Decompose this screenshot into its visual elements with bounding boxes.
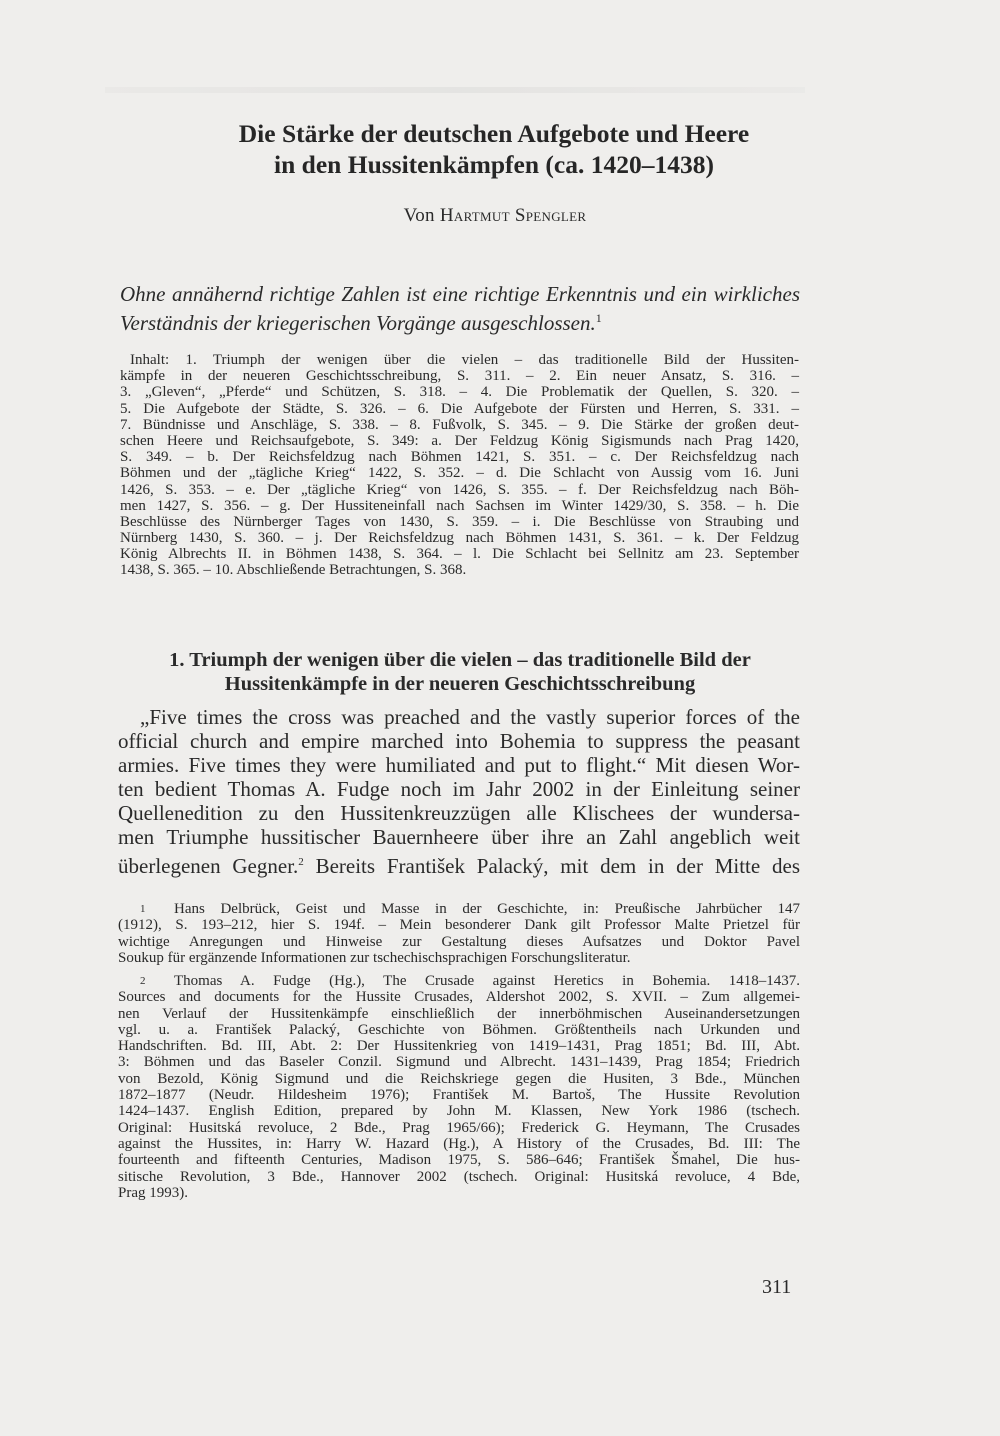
title-line-1: Die Stärke der deutschen Aufgebote und Heere [238, 119, 750, 148]
footnote-line [118, 973, 800, 989]
footnote-1 [118, 901, 800, 966]
footnote-line: (1912), S. 193–212, hier S. 194f. – Mein besonderer Dank gilt Professor Malte Prietzel für [118, 917, 800, 934]
body-text [118, 705, 800, 878]
toc-line: 1426, S. 353. – e. Der „tägliche Krieg“ von 1426, S. 355. – f. Der Reichsfeldzug nach Böh- [120, 481, 799, 498]
toc-line: König Albrechts II. in Böhmen 1438, S. 364. – l. Die Schlacht bei Sellnitz am 23. September [120, 546, 799, 563]
body-line: official church and empire marched into Bohemia to suppress the peasant [118, 729, 800, 754]
toc-line: 3. „Gleven“, „Pferde“ und Schützen, S. 318. – 4. Die Problematik der Quellen, S. 320. – [120, 384, 799, 401]
footnote-text: Hans Delbrück, Geist und Masse in der Geschichte, in: Preußische Jahrbücher 147 [174, 901, 800, 917]
toc-line: Nürnberg 1430, S. 360. – j. Der Reichsfeldzug nach Böhmen 1431, S. 361. – k. Der Feldzug [120, 530, 799, 547]
body-line-7-start: überlegenen Gegner. [118, 853, 299, 878]
footnote-line: nen Verlauf der Hussitenkämpfe einschließlich der innerböhmischen Auseinandersetzungen [118, 1005, 800, 1022]
footnote-line [118, 901, 800, 917]
footnote-line: fourteenth and fifteenth Centuries, Madison 1975, S. 586–646; František Šmahel, Die hus- [118, 1152, 800, 1169]
footnote-line: Sources and documents for the Hussite Crusades, Aldershot 2002, S. XVII. – Zum allgemei- [118, 989, 800, 1006]
body-footnote-ref-2: 2 [298, 855, 304, 868]
footnote-text: Thomas A. Fudge (Hg.), The Crusade against Heretics in Bohemia. 1418–1437. [174, 973, 800, 989]
author-line [110, 205, 880, 227]
title-line-2: in den Hussitenkämpfen (ca. 1420–1438) [274, 150, 714, 179]
footnote-line: sitische Revolution, 3 Bde., Hannover 2002 (tschech. Original: Husitská revoluce, 4 Bde, [118, 1168, 800, 1185]
footnote-line: Handschriften. Bd. III, Abt. 2: Der Hussitenkrieg von 1419–1431, Prag 1851; Bd. III, Abt. [118, 1038, 800, 1055]
footnote-line: Original: Husitská revoluce, 2 Bde., Prag 1965/66); Frederick G. Heymann, The Crusades [118, 1119, 800, 1136]
article-title [110, 118, 878, 180]
motto-text: Ohne annähernd richtige Zahlen ist eine richtige Erkenntnis und ein wirkliches Verständnis der kriegerischen Vorgänge ausgeschlossen. [120, 282, 800, 335]
toc-line: Böhmen und der „tägliche Krieg“ 1422, S. 352. – d. Die Schlacht von Aussig vom 16. Juni [120, 465, 799, 482]
footnote-2 [118, 973, 800, 1201]
motto-footnote-ref: 1 [595, 311, 602, 325]
body-line: armies. Five times they were humiliated and put to flight.“ Mit diesen Wor- [118, 753, 800, 778]
section-heading [110, 648, 810, 696]
toc-line: 1438, S. 365. – 10. Abschließende Betrachtungen, S. 368. [120, 562, 467, 579]
footnote-line: wichtige Anregungen und Hinweise zur Gestaltung dieses Aufsatzes und Doktor Pavel [118, 933, 800, 950]
footnote-number: 2 [140, 975, 146, 987]
motto-quote [120, 282, 800, 335]
toc-line: 7. Bündnisse und Anschläge, S. 338. – 8. Fußvolk, S. 345. – 9. Die Stärke der großen deut- [120, 416, 799, 433]
author-prefix: Von [403, 205, 435, 226]
footnote-number: 1 [140, 903, 146, 915]
body-line: ten bedient Thomas A. Fudge noch im Jahr 2002 in der Einleitung seiner [118, 777, 800, 802]
footnote-line: 3: Böhmen und das Baseler Conzil. Sigmund und Albrecht. 1431–1439, Prag 1854; Friedrich [118, 1054, 800, 1071]
body-line: „Five times the cross was preached and the vastly superior forces of the [140, 705, 800, 729]
footnote-line: against the Hussites, in: Harry W. Hazard (Hg.), A History of the Crusades, Bd. III: The [118, 1135, 800, 1152]
table-of-contents [120, 352, 799, 579]
footnote-line: 1872–1877 (Neudr. Hildesheim 1976); František M. Bartoš, The Hussite Revolution [118, 1087, 800, 1104]
section-heading-line-1: 1. Triumph der wenigen über die vielen – das traditionelle Bild der [169, 649, 751, 671]
toc-line: S. 349. – b. Der Reichsfeldzug nach Böhmen 1421, S. 351. – c. Der Reichsfeldzug nach [120, 449, 799, 466]
footnote-line: vgl. u. a. František Palacký, Geschichte von Böhmen. Größtentheils nach Urkunden und [118, 1021, 800, 1038]
body-line-7-end: Bereits František Palacký, mit dem in der Mitte des [303, 853, 800, 878]
toc-line: 5. Die Aufgebote der Städte, S. 326. – 6. Die Aufgebote der Fürsten und Herren, S. 331. – [120, 400, 799, 417]
page-number: 311 [762, 1276, 792, 1298]
toc-line: Beschlüsse des Nürnberger Tages von 1430, S. 359. – i. Die Beschlüsse von Straubing und [120, 513, 799, 530]
footnote-line: 1424–1437. English Edition, prepared by John M. Klassen, New York 1986 (tschech. [118, 1103, 800, 1120]
bleed-through-header [105, 87, 805, 93]
toc-line: men 1427, S. 356. – g. Der Hussiteneinfall nach Sachsen im Winter 1429/30, S. 358. – h. Die [120, 497, 799, 514]
footnote-line: Prag 1993). [118, 1184, 188, 1201]
section-heading-line-2: Hussitenkämpfe in der neueren Geschichtsschreibung [224, 673, 696, 695]
toc-line: schen Heere und Reichsaufgebote, S. 349: a. Der Feldzug König Sigismunds nach Prag 1420, [120, 432, 799, 449]
body-line [118, 850, 800, 878]
toc-line: kämpfe in der neueren Geschichtsschreibung, S. 311. – 2. Ein neuer Ansatz, S. 316. – [120, 368, 799, 385]
toc-line: Inhalt: 1. Triumph der wenigen über die vielen – das traditionelle Bild der Hussiten- [130, 352, 799, 368]
body-line: men Triumphe hussitischer Bauernheere über ihre an Zahl angeblich weit [118, 825, 800, 850]
footnote-line: Soukup für ergänzende Informationen zur tschechischsprachigen Forschungsliteratur. [118, 949, 631, 966]
author-name: Hartmut Spengler [439, 205, 587, 226]
body-line: Quellenedition zu den Hussitenkreuzzügen alle Klischees der wundersa- [118, 801, 800, 826]
footnote-line: von Bezold, König Sigmund und die Reichskriege gegen die Husiten, 3 Bde., München [118, 1070, 800, 1087]
